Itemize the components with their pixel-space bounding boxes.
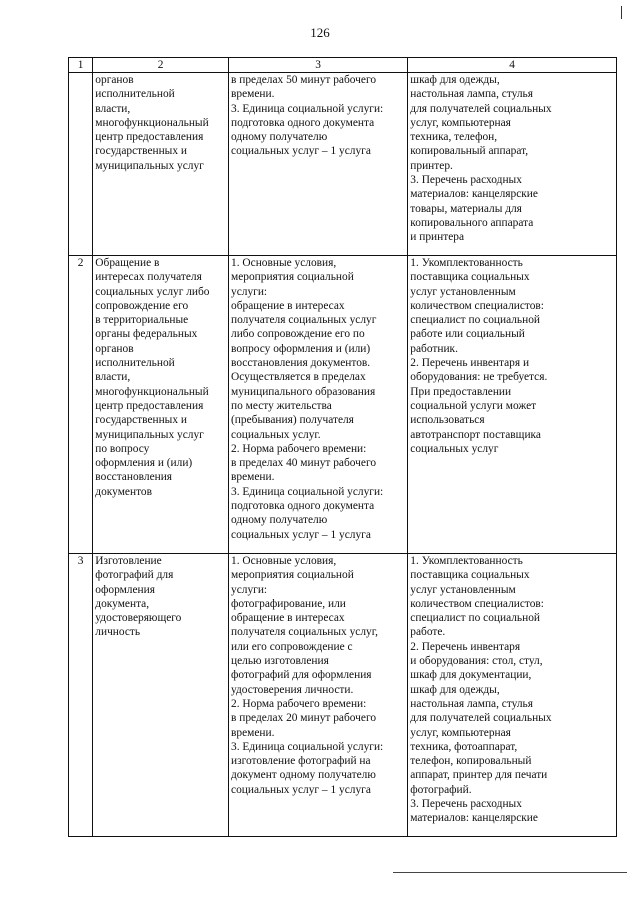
cell-line: использоваться [410,414,485,427]
cell-line: либо сопровождение его по [231,328,365,341]
cell-line: шкаф для одежды, [410,74,500,86]
cell-line: многофункциональный [95,116,209,129]
cell-line: вопросу оформления и (или) [231,342,371,355]
cell-line: подготовка одного документа [231,500,375,513]
page-number: 126 [310,25,330,40]
resources-cell [408,256,617,554]
cell-line: удостоверения личности. [231,683,354,696]
cell-line: шкаф для одежды, [410,683,500,696]
cell-line: в пределах 40 минут рабочего [231,457,377,470]
cell-line: фотографирование, или [231,597,346,610]
cell-line: муниципального образования [231,385,376,398]
service-name-cell [93,256,229,554]
cell-line: органы федеральных [95,328,198,341]
cell-line: одному получателю [231,514,328,527]
cell-line: времени. [231,88,275,101]
cell-line: по вопросу [95,442,150,455]
header-col-1: 1 [69,58,93,73]
cell-line: 2. Перечень инвентаря и [410,357,530,370]
cell-line: оборудования: не требуется. [410,371,548,384]
cell-line: в территориальные [95,314,189,327]
cell-line: одному получателю [231,131,328,144]
cell-line: социальной услуги может [410,399,537,412]
cell-line: Осуществляется в пределах [231,371,366,384]
cell-line: государственных и [95,145,187,158]
cell-line: поставщика социальных [410,569,530,582]
cell-line: для получателей социальных [410,102,552,115]
cell-line: материалов: канцелярские [410,188,538,201]
cell-line: центр предоставления [95,399,204,412]
cell-line: восстановления документов. [231,357,371,370]
cell-line: восстановления [95,471,173,484]
cell-line: аппарат, принтер для печати [410,769,548,782]
cell-line: техника, фотоаппарат, [410,740,518,753]
cell-line: мероприятия социальной [231,271,354,284]
cell-line: количеством специалистов: [410,299,544,312]
cell-line: муниципальных услуг [95,428,204,441]
cell-line: и принтера [410,231,465,244]
cell-line: услуг установленным [410,583,516,596]
cell-line: получателя социальных услуг, [231,626,378,639]
cell-line: органов [95,74,134,86]
cell-line: исполнительной [95,357,175,370]
conditions-cell [229,256,408,554]
cell-line: (пребывания) получателя [231,414,354,427]
cell-line: 1. Укомплектованность [410,257,523,269]
cell-line: поставщика социальных [410,271,530,284]
cell-line: работе. [410,626,446,639]
row-number: 3 [69,554,93,837]
cell-line: оформления [95,583,155,596]
cell-line: 3. Перечень расходных [410,174,522,187]
cell-line: исполнительной [95,88,175,101]
cell-line: социальных услуг – 1 услуга [231,528,371,541]
cell-line: товары, материалы для [410,202,522,215]
header-col-2: 2 [93,58,229,73]
cell-line: 3. Единица социальной услуги: [231,102,384,115]
cell-line: шкаф для документации, [410,669,532,682]
cell-line: услуг установленным [410,285,516,298]
conditions-cell [229,73,408,256]
cell-line: власти, [95,102,131,115]
cell-line: 2. Норма рабочего времени: [231,442,367,455]
cell-line: автотранспорт поставщика [410,428,541,441]
cell-line: власти, [95,371,131,384]
cell-line: Обращение в [95,257,160,269]
scan-mark [621,6,622,19]
cell-line: 1. Укомплектованность [410,555,523,567]
cell-line: центр предоставления [95,131,204,144]
resources-cell [408,554,617,837]
cell-line: 3. Перечень расходных [410,798,522,811]
cell-line: социальных услуг [410,442,499,455]
cell-line: обращение в интересах [231,299,345,312]
conditions-cell [229,554,408,837]
cell-line: документов [95,485,152,498]
cell-line: социальных услуг либо [95,285,210,298]
cell-line: телефон, копировальный [410,755,532,768]
cell-line: специалист по социальной [410,314,541,327]
header-col-4: 4 [408,58,617,73]
cell-line: услуг, компьютерная [410,726,511,739]
cell-line: документ одному получателю [231,769,376,782]
cell-line: работник. [410,342,458,355]
cell-line: материалов: канцелярские [410,812,538,825]
cell-line: мероприятия социальной [231,569,354,582]
cell-line: копировальный аппарат, [410,145,529,158]
cell-line: принтер. [410,159,453,172]
table-row [69,554,617,837]
cell-line: 1. Основные условия, [231,257,337,269]
cell-line: времени. [231,471,275,484]
resources-cell [408,73,617,256]
cell-line: услуги: [231,285,268,298]
cell-line: в пределах 20 минут рабочего [231,712,377,725]
cell-line: по месту жительства [231,399,332,412]
service-name-cell [93,554,229,837]
row-number: 2 [69,256,93,554]
cell-line: услуги: [231,583,268,596]
cell-line: фотографий для оформления [231,669,372,682]
cell-line: оформления и (или) [95,457,193,470]
cell-line: целью изготовления [231,655,329,668]
cell-line: социальных услуг. [231,428,321,441]
cell-line: фотографий. [410,783,472,796]
cell-line: количеством специалистов: [410,597,544,610]
cell-line: работе или социальный [410,328,525,341]
cell-line: изготовление фотографий на [231,755,371,768]
footer-rule [393,872,627,873]
cell-line: органов [95,342,134,355]
table-row [69,73,617,256]
header-col-3: 3 [229,58,408,73]
cell-line: 2. Перечень инвентаря [410,640,521,653]
cell-line: в пределах 50 минут рабочего [231,74,377,86]
cell-line: времени. [231,726,275,739]
cell-line: услуг, компьютерная [410,116,511,129]
cell-line: для получателей социальных [410,712,552,725]
cell-line: личность [95,626,141,639]
cell-line: или его сопровождение с [231,640,353,653]
cell-line: обращение в интересах [231,612,345,625]
cell-line: техника, телефон, [410,131,498,144]
service-name-cell [93,73,229,256]
cell-line: получателя социальных услуг [231,314,377,327]
cell-line: государственных и [95,414,187,427]
cell-line: 3. Единица социальной услуги: [231,485,384,498]
cell-line: сопровождение его [95,299,189,312]
cell-line: настольная лампа, стулья [410,88,533,101]
cell-line: 1. Основные условия, [231,555,337,567]
cell-line: копировального аппарата [410,216,534,229]
services-table [68,57,617,837]
cell-line: и оборудования: стол, стул, [410,655,543,668]
cell-line: Изготовление [95,555,162,567]
cell-line: социальных услуг – 1 услуга [231,783,371,796]
table-header-row [69,58,617,73]
row-number [69,73,93,256]
cell-line: 3. Единица социальной услуги: [231,740,384,753]
cell-line: специалист по социальной [410,612,541,625]
cell-line: многофункциональный [95,385,209,398]
cell-line: При предоставлении [410,385,512,398]
cell-line: документа, [95,597,150,610]
cell-line: 2. Норма рабочего времени: [231,697,367,710]
cell-line: интересах получателя [95,271,202,284]
cell-line: подготовка одного документа [231,116,375,129]
table-row [69,256,617,554]
cell-line: социальных услуг – 1 услуга [231,145,371,158]
cell-line: удостоверяющего [95,612,182,625]
cell-line: фотографий для [95,569,174,582]
cell-line: муниципальных услуг [95,159,204,172]
cell-line: настольная лампа, стулья [410,697,533,710]
